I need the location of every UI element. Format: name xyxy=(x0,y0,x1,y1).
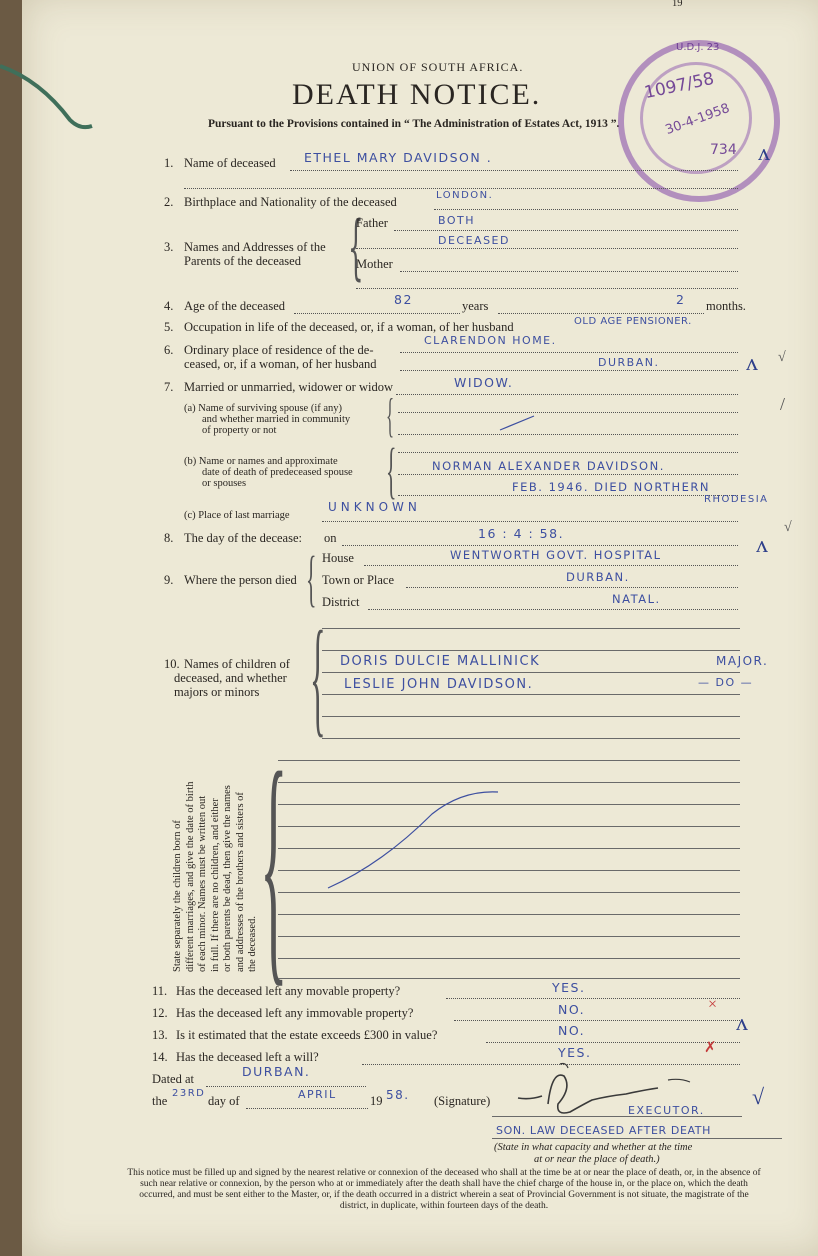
dated-at-label: Dated at xyxy=(152,1072,194,1086)
side-note-line-4: in full. If there are no children, and either xyxy=(209,798,221,972)
birthplace-value: LONDON. xyxy=(436,190,494,201)
field-2-number: 2. xyxy=(164,195,174,209)
father-label: Father xyxy=(356,216,388,230)
field-12-label: Has the deceased left any immovable property? xyxy=(176,1006,414,1020)
spouse-line-2 xyxy=(398,434,738,435)
stamp-ref: 734 xyxy=(710,142,737,158)
form-title: DEATH NOTICE. xyxy=(292,78,542,111)
predeceased-value-2: FEB. 1946. DIED NORTHERN xyxy=(512,480,711,494)
marital-line xyxy=(396,394,738,395)
field-4-number: 4. xyxy=(164,299,174,313)
field-7a-label-2: and whether married in community xyxy=(202,414,351,425)
age-months-line xyxy=(498,313,704,314)
field-10-number: 10. xyxy=(164,657,180,671)
the-label: the xyxy=(152,1094,168,1108)
red-mark-1: × xyxy=(708,996,718,1013)
marriage-place-line xyxy=(322,521,738,522)
field-9-brace: { xyxy=(306,545,317,613)
check-mark-5: √ xyxy=(752,1084,765,1109)
marital-value: WIDOW. xyxy=(454,375,514,390)
field-2-line xyxy=(434,209,738,210)
field-10-label-1: Names of children of xyxy=(184,657,290,671)
side-note-line-1: State separately the children born of xyxy=(172,820,183,972)
house-value: WENTWORTH GOVT. HOSPITAL xyxy=(450,548,662,562)
children-line-2 xyxy=(322,650,740,651)
field-10-brace: { xyxy=(310,605,326,749)
tick-mark-4: √ xyxy=(784,520,792,535)
field-3-label-1: Names and Addresses of the xyxy=(184,240,326,254)
form-subtitle: Pursuant to the Provisions contained in “ The Administration of Estates Act, 1913 ”. xyxy=(208,118,620,130)
marriage-place-value: UNKNOWN xyxy=(328,500,421,514)
residence-value-2: DURBAN. xyxy=(598,356,660,369)
side-note xyxy=(172,782,260,972)
parents-value-1: BOTH xyxy=(438,214,476,227)
side-note-brace: { xyxy=(260,720,288,1008)
on-label: on xyxy=(324,531,337,545)
field-4-label: Age of the deceased xyxy=(184,299,285,313)
check-mark-2: ʌ xyxy=(746,350,758,376)
predeceased-value-3: RHODESIA xyxy=(704,494,769,505)
district-line xyxy=(368,609,738,610)
footer-instructions: This notice must be filled up and signed by the nearest relative or connexion of the deceased who shall at the time be at or near the place of death, or, in the absence of such near relative or connexion, by the person who at or immediately after the death shall have the chief charge of the house in, or the place on, which the death occurred, and must be sent either to the Master, or, if the death occurred in a district wherein a seat of Provincial Government is not situate, the magistrate of the district, in duplicate, within fourteen days of the death. xyxy=(127,1168,761,1211)
capacity-value-1: EXECUTOR. xyxy=(628,1104,705,1117)
siblings-line-9 xyxy=(278,936,740,937)
field-7a-brace: { xyxy=(386,389,395,442)
stamp-date: 30-4-1958 xyxy=(663,100,732,139)
signature-scribble xyxy=(508,1060,738,1130)
dated-at-value: DURBAN. xyxy=(242,1064,311,1079)
field-7a-label-1: (a) Name of surviving spouse (if any) xyxy=(184,403,343,414)
residence-line-1 xyxy=(400,352,738,353)
month-value: APRIL xyxy=(298,1088,337,1101)
children-line-4 xyxy=(322,694,740,695)
page-number: 19 xyxy=(672,0,683,9)
field-9-number: 9. xyxy=(164,573,174,587)
field-14-label: Has the deceased left a will? xyxy=(176,1050,319,1064)
field-8-number: 8. xyxy=(164,531,174,545)
field-6-number: 6. xyxy=(164,343,174,357)
check-mark-3: ʌ xyxy=(756,532,768,558)
residence-value-1: CLARENDON HOME. xyxy=(424,334,557,347)
child-2-name: LESLIE JOHN DAVIDSON. xyxy=(344,677,534,692)
side-note-line-6: and addresses of the brothers and sisters of xyxy=(234,792,246,972)
field-10-label-3: majors or minors xyxy=(174,685,260,699)
field-11-line xyxy=(446,998,740,999)
field-7b-brace: { xyxy=(386,437,397,505)
town-value: DURBAN. xyxy=(566,570,630,584)
siblings-line-2 xyxy=(278,782,740,783)
death-notice-page xyxy=(22,0,818,1256)
dated-at-line xyxy=(206,1086,366,1087)
capacity-value-2: SON. LAW DECEASED AFTER DEATH xyxy=(496,1124,711,1137)
signature-label: (Signature) xyxy=(434,1094,491,1108)
age-years-line xyxy=(294,313,460,314)
town-label: Town or Place xyxy=(322,573,395,587)
side-note-line-2: different marriages, and give the date of birth xyxy=(184,781,196,972)
field-13-number: 13. xyxy=(152,1028,168,1042)
siblings-line-10 xyxy=(278,958,740,959)
red-mark-2: ✗ xyxy=(704,1040,717,1056)
field-7b-label-2: date of death of predeceased spouse xyxy=(202,467,353,478)
binding-string xyxy=(0,60,100,140)
field-7b-label-3: or spouses xyxy=(202,478,247,489)
field-1-label: Name of deceased xyxy=(184,156,276,170)
field-3-label-2: Parents of the deceased xyxy=(184,254,301,268)
siblings-line-11 xyxy=(278,978,740,979)
mother-label: Mother xyxy=(356,257,393,271)
field-6-label-1: Ordinary place of residence of the de- xyxy=(184,343,374,357)
district-label: District xyxy=(322,595,360,609)
district-value: NATAL. xyxy=(612,592,661,606)
siblings-line-8 xyxy=(278,914,740,915)
siblings-line-1 xyxy=(278,760,740,761)
field-3-number: 3. xyxy=(164,240,174,254)
mother-line-2 xyxy=(356,288,738,289)
stamp-top-text: U.D.J. 23 xyxy=(676,42,720,53)
side-note-line-7: the deceased. xyxy=(247,916,258,972)
predeceased-line-2 xyxy=(398,474,738,475)
field-12-number: 12. xyxy=(152,1006,168,1020)
field-1-line-2 xyxy=(184,188,738,189)
field-13-label: Is it estimated that the estate exceeds £300 in value? xyxy=(176,1028,438,1042)
month-line xyxy=(246,1108,368,1109)
predeceased-line-1 xyxy=(398,452,738,453)
check-mark-4: ʌ xyxy=(736,1010,748,1036)
field-12-line xyxy=(454,1020,740,1021)
day-value: 23RD xyxy=(172,1088,206,1099)
decease-day-line xyxy=(342,545,738,546)
field-7-number: 7. xyxy=(164,380,174,394)
side-note-line-3: of each minor. Names must be written out xyxy=(197,795,208,972)
spouse-dash-mark xyxy=(498,412,538,432)
year-prefix: 19 xyxy=(370,1094,383,1108)
field-7a-label-3: of property or not xyxy=(202,425,277,436)
deceased-name-value: ETHEL MARY DAVIDSON . xyxy=(304,150,493,165)
stamp-number: 1097/58 xyxy=(642,68,716,104)
age-months-value: 2 xyxy=(676,292,686,307)
spouse-line-1 xyxy=(398,412,738,413)
side-note-line-5: or both parents be dead, then give the names xyxy=(222,785,233,972)
registry-stamp xyxy=(618,40,780,202)
children-line-6 xyxy=(322,738,740,739)
estate-value: NO. xyxy=(558,1023,586,1038)
child-1-status: MAJOR. xyxy=(716,654,769,668)
day-of-label: day of xyxy=(208,1094,240,1108)
field-11-number: 11. xyxy=(152,984,168,998)
field-7b-label-1: (b) Name or names and approximate xyxy=(184,456,338,467)
father-line xyxy=(394,230,738,231)
field-7c-label: (c) Place of last marriage xyxy=(184,510,290,521)
capacity-note-1: (State in what capacity and whether at the time xyxy=(494,1142,693,1153)
children-line-5 xyxy=(322,716,740,717)
house-line xyxy=(364,565,738,566)
residence-line-2 xyxy=(400,370,738,371)
field-13-line xyxy=(486,1042,740,1043)
child-2-status: — DO — xyxy=(698,676,754,689)
field-3-brace: { xyxy=(348,206,364,288)
parents-value-2: DECEASED xyxy=(438,234,510,247)
field-10-label-2: deceased, and whether xyxy=(174,671,287,685)
capacity-note-2: at or near the place of death.) xyxy=(534,1154,660,1165)
father-line-2 xyxy=(356,248,738,249)
field-6-label-2: ceased, or, if a woman, of her husband xyxy=(184,357,377,371)
predeceased-value-1: NORMAN ALEXANDER DAVIDSON. xyxy=(432,459,665,473)
field-8-label: The day of the decease: xyxy=(184,531,302,545)
children-line-1 xyxy=(322,628,740,629)
predeceased-line-3 xyxy=(398,495,738,496)
check-mark-1: ʌ xyxy=(758,140,770,166)
house-label: House xyxy=(322,551,354,565)
child-1-name: DORIS DULCIE MALLINICK xyxy=(340,654,541,669)
siblings-strike-mark xyxy=(322,784,502,894)
immovable-property-value: NO. xyxy=(558,1002,586,1017)
country-heading: UNION OF SOUTH AFRICA. xyxy=(352,60,524,74)
field-7-label: Married or unmarried, widower or widow xyxy=(184,380,393,394)
field-1-line xyxy=(290,170,738,171)
years-label: years xyxy=(462,299,489,313)
field-2-label: Birthplace and Nationality of the deceased xyxy=(184,195,397,209)
tick-mark-2: √ xyxy=(778,350,786,365)
field-1-number: 1. xyxy=(164,156,174,170)
field-14-number: 14. xyxy=(152,1050,168,1064)
mother-line xyxy=(400,271,738,272)
occupation-value: OLD AGE PENSIONER. xyxy=(574,316,692,327)
field-5-label: Occupation in life of the deceased, or, if a woman, of her husband xyxy=(184,320,514,334)
field-11-label: Has the deceased left any movable property? xyxy=(176,984,401,998)
field-9-label: Where the person died xyxy=(184,573,297,587)
capacity-line xyxy=(492,1138,782,1139)
age-years-value: 82 xyxy=(394,292,413,307)
months-label: months. xyxy=(706,299,746,313)
tick-mark-3: / xyxy=(780,394,786,414)
children-line-3 xyxy=(322,672,740,673)
decease-day-value: 16 : 4 : 58. xyxy=(478,526,565,541)
will-value: YES. xyxy=(558,1045,592,1060)
town-line xyxy=(406,587,738,588)
movable-property-value: YES. xyxy=(552,980,586,995)
field-5-number: 5. xyxy=(164,320,174,334)
year-value: 58. xyxy=(386,1088,410,1102)
